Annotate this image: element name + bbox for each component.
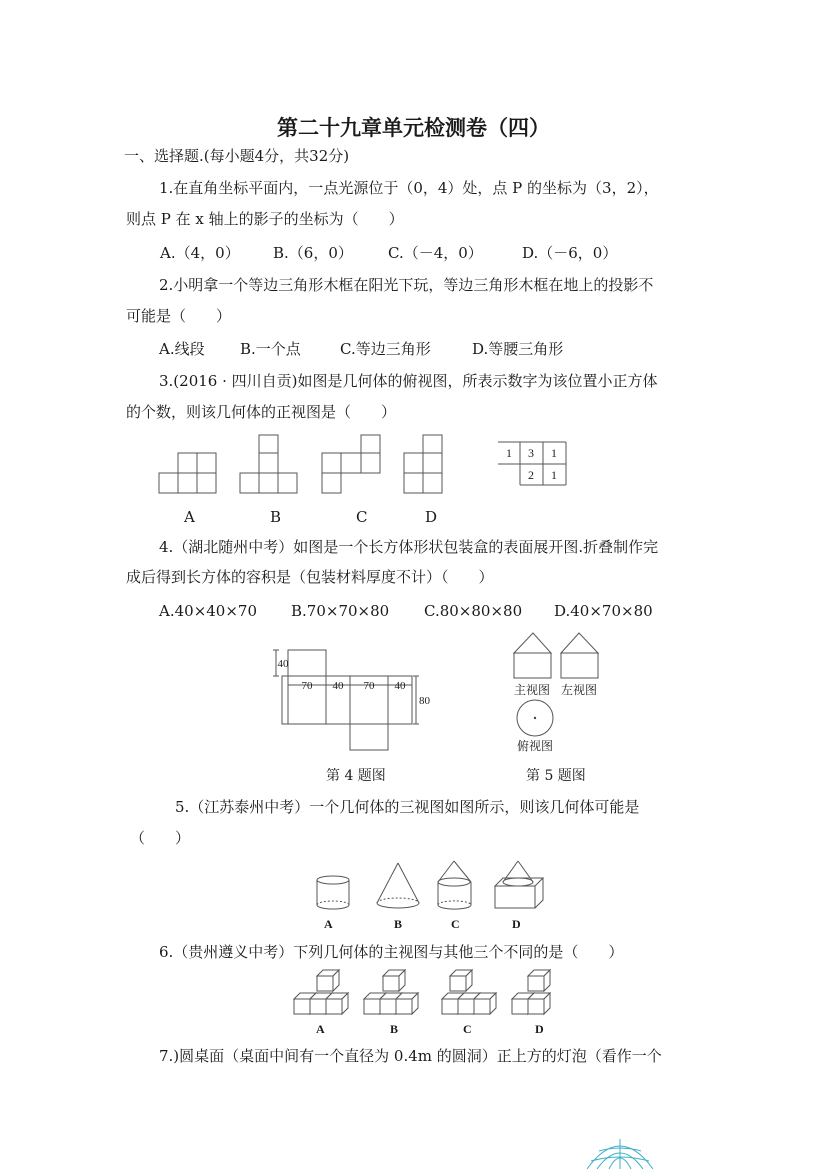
- caption-q4: 第 4 题图: [326, 768, 386, 784]
- q5-line2: （ ）: [130, 829, 191, 847]
- q1-option-c: C.（－4，0）: [388, 244, 483, 262]
- q5-solid-options-figure: [305, 858, 565, 918]
- q3-grid-cell: 1: [551, 468, 557, 482]
- q2-line2: 可能是（ ）: [126, 307, 232, 325]
- q4-line1: 4.（湖北随州中考）如图是一个长方体形状包装盒的表面展开图.折叠制作完: [159, 538, 659, 556]
- q5-label-d: D: [512, 917, 521, 931]
- q5-left-view-label: 左视图: [560, 683, 598, 697]
- q2-option-d: D.等腰三角形: [472, 340, 564, 358]
- q2-line1: 2.小明拿一个等边三角形木框在阳光下玩，等边三角形木框在地上的投影不: [159, 276, 654, 294]
- page-title: 第二十九章单元检测卷（四）: [277, 115, 550, 140]
- q6-label-a: A: [316, 1022, 325, 1036]
- q3-option-d-figure: [404, 435, 442, 493]
- q6-solid-b: [364, 970, 418, 1014]
- q3-option-b-figure: [240, 435, 297, 493]
- q1-line1: 1.在直角坐标平面内，一点光源位于（0，4）处，点 P 的坐标为（3，2），: [159, 179, 659, 197]
- q7-line1: 7.)圆桌面（桌面中间有一个直径为 0.4m 的圆洞）正上方的灯泡（看作一个: [159, 1047, 662, 1065]
- q4-dim-80: 80: [419, 695, 430, 707]
- q4-dim-40-right: 40: [394, 680, 406, 692]
- q2-option-a: A.线段: [159, 340, 205, 358]
- q5-cone-on-cube: [495, 861, 543, 908]
- q3-grid-cell: 3: [528, 446, 534, 460]
- q4-dim-70-left: 70: [301, 680, 313, 692]
- globe-logo-icon: [585, 1137, 655, 1169]
- q5-cone-on-cylinder: [438, 861, 471, 909]
- q3-grid-cell: 1: [551, 446, 557, 460]
- q3-option-c-figure: [322, 435, 380, 493]
- q5-main-view-label: 主视图: [513, 683, 551, 697]
- q1-option-a: A.（4，0）: [160, 244, 240, 262]
- q4-dim-40-mid: 40: [332, 680, 344, 692]
- q5-label-c: C: [451, 917, 460, 931]
- q6-cube-solids-figure: [290, 968, 570, 1018]
- q5-cylinder: [317, 876, 349, 909]
- q3-grid-cell: 2: [528, 468, 534, 482]
- q5-three-views-figure: [505, 628, 625, 758]
- q3-label-a: A: [184, 508, 195, 526]
- q6-label-d: D: [535, 1022, 544, 1036]
- q4-dim-40-top: 40: [277, 658, 289, 670]
- q3-label-b: B: [270, 508, 282, 526]
- q3-label-c: C: [356, 508, 368, 526]
- q2-option-b: B.一个点: [240, 340, 301, 358]
- q1-option-d: D.（－6，0）: [522, 244, 618, 262]
- q6-label-c: C: [463, 1022, 472, 1036]
- section-heading: 一、选择题.(每小题4分，共32分): [124, 147, 350, 165]
- q5-top-view-label: 俯视图: [516, 739, 554, 753]
- q3-option-a-figure: [159, 453, 216, 493]
- q3-label-d: D: [425, 508, 438, 526]
- q4-box-net-figure: [272, 640, 432, 760]
- q5-line1: 5.（江苏泰州中考）一个几何体的三视图如图所示，则该几何体可能是: [175, 798, 640, 816]
- q2-option-c: C.等边三角形: [340, 340, 431, 358]
- q6-solid-a: [294, 970, 348, 1014]
- q3-line2: 的个数，则该几何体的正视图是（ ）: [126, 403, 397, 421]
- q6-solid-d: [512, 970, 550, 1014]
- q4-option-a: A.40×40×70: [159, 602, 257, 620]
- q5-label-b: B: [394, 917, 403, 931]
- q5-cone: [377, 863, 419, 908]
- q1-line2: 则点 P 在 x 轴上的影子的坐标为（ ）: [126, 210, 404, 228]
- q6-label-b: B: [390, 1022, 399, 1036]
- q4-option-c: C.80×80×80: [424, 602, 523, 620]
- q5-label-a: A: [324, 917, 333, 931]
- q1-option-b: B.（6，0）: [273, 244, 353, 262]
- q4-option-d: D.40×70×80: [554, 602, 653, 620]
- q4-line2: 成后得到长方体的容积是（包装材料厚度不计）（ ）: [126, 568, 494, 586]
- q3-grid-cell: 1: [506, 446, 512, 460]
- caption-q5: 第 5 题图: [526, 768, 586, 784]
- q4-dim-70-right: 70: [363, 680, 375, 692]
- q4-option-b: B.70×70×80: [291, 602, 390, 620]
- q6-solid-c: [442, 970, 496, 1014]
- q3-line1: 3.(2016 · 四川自贡)如图是几何体的俯视图，所表示数字为该位置小正方体: [159, 372, 658, 390]
- q3-front-view-figures: [0, 430, 827, 510]
- q6-line1: 6.（贵州遵义中考）下列几何体的主视图与其他三个不同的是（ ）: [159, 943, 624, 961]
